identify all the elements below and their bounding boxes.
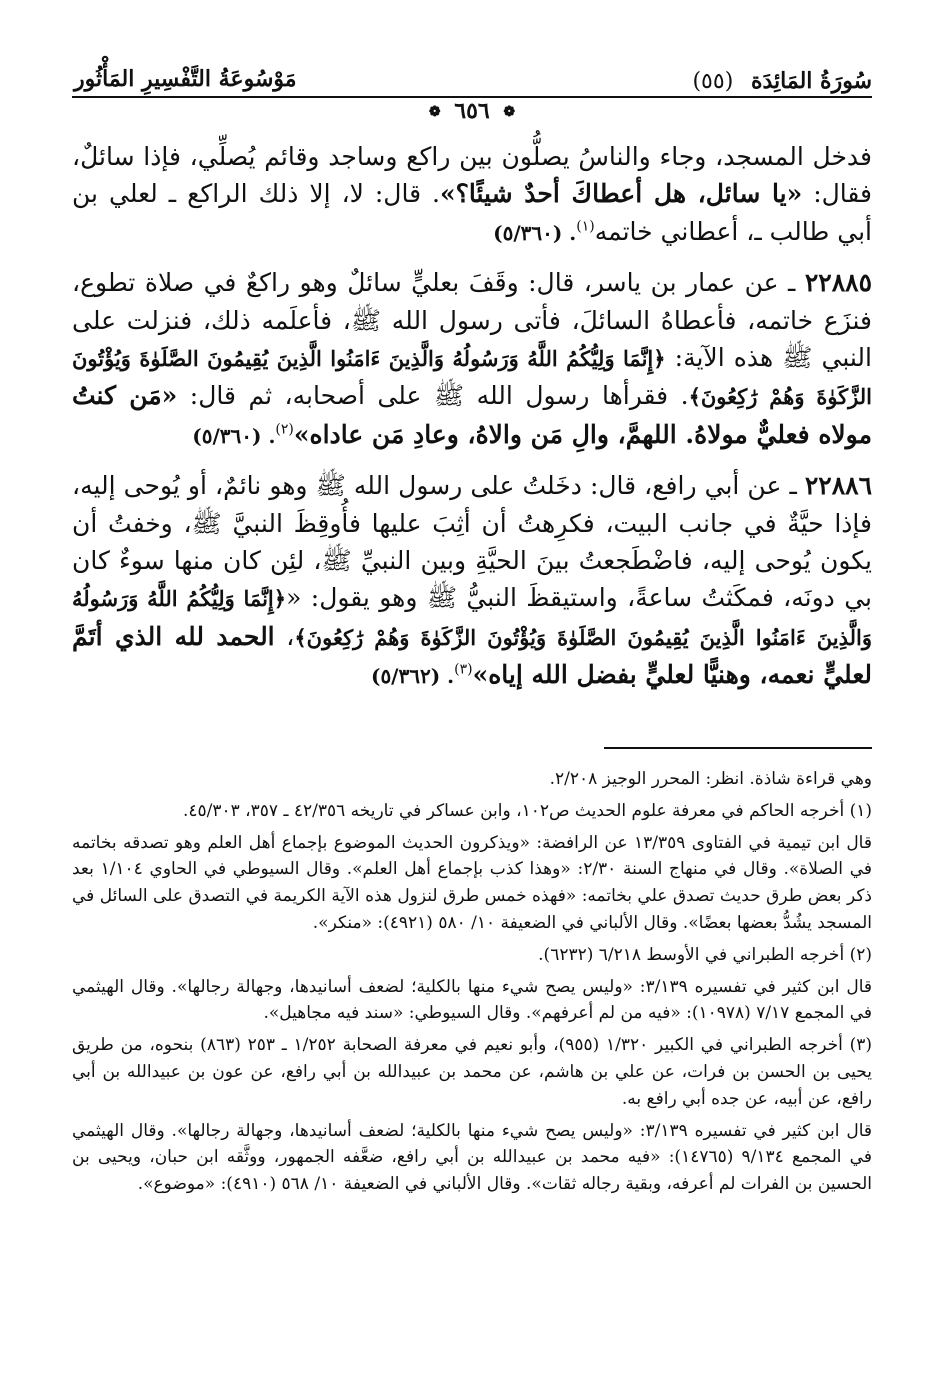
footnotes	[72, 766, 872, 1198]
athar-22886	[72, 467, 872, 695]
ornament-right-icon: ❁	[503, 104, 516, 120]
footnote: قال ابن تيمية في الفتاوى ١٣/٣٥٩ عن الرافضة: «ويذكرون الحديث الموضوع بإجماع أهل العلم وهو تصدقه بخاتمه في الصلاة». وقال في منهاج السنة ٢/٣٠: «وهذا كذب بإجماع أهل العلم». وقال السيوطي في الحاوي ١/١٠٤ بعد ذكر بعض طرق حديث تصدق علي بخاتمه: «فهذه خمس طرق لنزول هذه الآية الكريمة في التصدق على السائل في المسجد يشُدُّ بعضها بعضًا». وقال الألباني في الضعيفة ١٠/ ٥٨٠ (٤٩٢١): «منكر».	[72, 832, 872, 933]
footnote: وهي قراءة شاذة. انظر: المحرر الوجيز ٢/٢٠٨.	[549, 769, 872, 789]
footnote: (١) أخرجه الحاكم في معرفة علوم الحديث ص١٠٢، وابن عساكر في تاريخه ٤٢/٣٥٦ ـ ٣٥٧، ٤٥/٣٠٣.	[182, 800, 872, 821]
volume-ref: . (٥/٣٦٢)	[370, 664, 455, 689]
page-number: ٦٥٦	[454, 98, 490, 124]
text-run: . فقرأها رسول الله ﷺ على أصحابه، ثم قال:	[177, 381, 689, 411]
text-run: ،	[274, 621, 295, 651]
hadith-quote: «يا سائل، هل أعطاكَ أحدٌ شيئًا؟»	[439, 179, 803, 209]
athar-number: ٢٢٨٨٥	[804, 268, 872, 298]
hadith-quote: «مَن كنتُ مولاه فعليٌّ مولاهُ. اللهمَّ، والِ مَن والاهُ، وعادِ مَن عاداه»	[72, 381, 872, 449]
athar-22885	[72, 264, 872, 455]
ornament-left-icon: ❁	[428, 104, 441, 120]
main-text	[72, 138, 872, 696]
volume-ref: . (٥/٣٦٠)	[493, 220, 577, 245]
text-run: فدخل المسجد، وجاء والناسُ يصلُّون بين راكع وساجد وقائم يُصلِّي، فإذا سائلٌ، فقال:	[72, 142, 873, 209]
footnote: (٢) أخرجه الطبراني في الأوسط ٦/٢١٨ (٦٢٣٢).	[538, 944, 872, 965]
footnote-ref-3: (٣)	[454, 661, 473, 678]
footnote-ref-1: (١)	[576, 218, 595, 235]
quran-verse: ﴿إِنَّمَا وَلِيُّكُمُ اللَّهُ وَرَسُولُهُ وَالَّذِينَ ءَامَنُوا الَّذِينَ يُقِيمُونَ الصَّلَوٰةَ وَيُؤْتُونَ الزَّكَوٰةَ وَهُمْ رَٰكِعُونَ﴾	[72, 346, 872, 410]
text-run: ـ عن أبي رافع، قال: دخَلتُ على رسول الله ﷺ وهو نائمٌ، أو يُوحى إليه، فإذا حيَّةٌ في جانب البيت، فكرِهتُ أن أثِبَ عليها فأُوقِظَ النبيَّ ﷺ، وخفتُ أن يكون يُوحى إليه، فاضْطَجعتُ بينَ الحيَّةِ وبين النبيِّ ﷺ، لئِن كان منها سوءٌ كان بي دونَه، فمكَثتُ ساعةً، واستيقظَ النبيُّ ﷺ وهو يقول: «	[72, 471, 872, 613]
quran-verse: ﴿إِنَّمَا وَلِيُّكُمُ اللَّهُ وَرَسُولُهُ وَالَّذِينَ ءَامَنُوا الَّذِينَ يُقِيمُونَ الصَّلَوٰةَ وَيُؤْتُونَ الزَّكَوٰةَ وَهُمْ رَٰكِعُونَ﴾	[72, 586, 873, 650]
footnote-ref-2: (٢)	[275, 421, 294, 438]
footnote: (٣) أخرجه الطبراني في الكبير ١/٣٢٠ (٩٥٥)، وأبو نعيم في معرفة الصحابة ١/٢٥٢ ـ ٢٥٣ (٨٦٣) بنحوه، من طريق يحيى بن الحسن بن فرات، عن علي بن هاشم، عن محمد بن عبيدالله بن أبي رافع، عن عون بن عبيدالله بن أبي رافع، عن أبيه، عن جده أبي رافع به.	[72, 1035, 872, 1109]
surah-number: (٥٥)	[692, 69, 734, 94]
hadith-quote: الحمد لله الذي أتَمَّ لعليٍّ نعمه، وهنيًّا لعليٍّ بفضل الله إياه»	[72, 621, 872, 690]
paragraph-continuation	[72, 138, 872, 252]
book-title: مَوْسُوعَةُ التَّفْسِيرِ المَأْثُور	[74, 66, 297, 92]
athar-number: ٢٢٨٨٦	[804, 471, 872, 501]
surah-title: سُورَةُ المَائِدَة	[750, 68, 872, 94]
text-run: . قال: لا، إلا ذلك الراكع ـ لعلي بن أبي طالب ـ، أعطاني خاتمه	[72, 179, 872, 246]
surah-header	[692, 68, 872, 94]
footnote-divider	[604, 747, 872, 749]
footnote: قال ابن كثير في تفسيره ٣/١٣٩: «وليس يصح شيء منها بالكلية؛ لضعف أسانيدها، وجهالة رجالها». وقال الهيثمي في المجمع ٩/١٣٤ (١٤٧٦٥): «فيه محمد بن عبيدالله بن أبي رافع، ضعَّفه الجمهور، ووثَّقه ابن حبان، ويحيى بن الحسين بن الفرات لم أعرفه، وبقية رجاله ثقات». وقال الألباني في الضعيفة ١٠/ ٥٦٨ (٤٩١٠): «موضوع».	[72, 1120, 873, 1195]
footnote: قال ابن كثير في تفسيره ٣/١٣٩: «وليس يصح شيء منها بالكلية؛ لضعف أسانيدها، وجهالة رجالها». وقال الهيثمي في المجمع ٧/١٧ (١٠٩٧٨): «فيه من لم أعرفهم». وقال السيوطي: «سند فيه مجاهيل».	[72, 976, 873, 1024]
volume-ref: . (٥/٣٦٠)	[192, 423, 276, 448]
page-number-line	[0, 98, 944, 124]
text-run: ـ عن عمار بن ياسر، قال: وقَفَ بعليٍّ سائلٌ وهو راكعٌ في صلاة تطوع، فنزَع خاتمه، فأعطاهُ السائلَ، فأتى رسول الله ﷺ، فأعلَمه ذلك، فنزلت على النبي ﷺ هذه الآية:	[72, 268, 872, 373]
